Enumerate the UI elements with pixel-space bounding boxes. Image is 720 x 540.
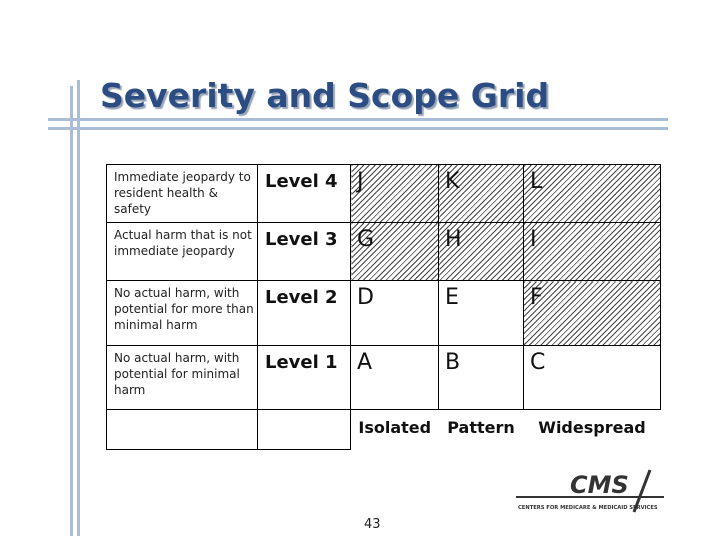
grid-row-level-1 — [107, 346, 661, 410]
grid-cell-c — [524, 346, 661, 410]
page-number: 43 — [364, 517, 381, 532]
grid-cell-g — [351, 223, 439, 281]
decor-horizontal-line-2 — [48, 127, 668, 130]
row-description: No actual harm, with potential for more than minimal harm — [107, 281, 258, 346]
cms-logo-subtext: CENTERS FOR MEDICARE & MEDICAID SERVICES — [518, 505, 658, 511]
grid-scope-header-row — [107, 410, 661, 450]
row-level-label: Level 4 — [258, 165, 351, 223]
cell-letter: G — [357, 227, 375, 252]
grid-cell-i — [524, 223, 661, 281]
grid-cell-b — [439, 346, 524, 410]
empty-cell — [258, 410, 351, 450]
grid-cell-k — [439, 165, 524, 223]
cms-logo-text: CMS — [570, 471, 629, 499]
scope-header-widespread: Widespread — [538, 418, 646, 437]
cell-letter: J — [357, 169, 364, 194]
grid-cell-e — [439, 281, 524, 346]
cms-logo — [514, 468, 674, 518]
scope-header-pattern: Pattern — [447, 418, 515, 437]
decor-vertical-line-2 — [77, 80, 80, 536]
grid-row-level-3 — [107, 223, 661, 281]
empty-cell — [107, 410, 258, 450]
cell-letter: B — [445, 350, 461, 375]
row-level-label: Level 2 — [258, 281, 351, 346]
decor-vertical-line-1 — [70, 86, 73, 536]
cell-letter: A — [357, 350, 373, 375]
slide-title: Severity and Scope Grid — [100, 76, 550, 115]
severity-scope-grid — [106, 164, 661, 450]
decor-horizontal-line-1 — [48, 118, 668, 121]
row-level-label: Level 3 — [258, 223, 351, 281]
cell-letter: I — [530, 227, 537, 252]
grid-cell-j — [351, 165, 439, 223]
cell-letter: D — [357, 285, 374, 310]
grid-row-level-2 — [107, 281, 661, 346]
grid-cell-a — [351, 346, 439, 410]
cell-letter: H — [445, 227, 462, 252]
grid-cell-l — [524, 165, 661, 223]
cell-letter: L — [530, 169, 543, 194]
grid-row-level-4 — [107, 165, 661, 223]
grid-cell-d — [351, 281, 439, 346]
cell-letter: F — [530, 285, 543, 310]
cell-letter: E — [445, 285, 459, 310]
scope-header-isolated: Isolated — [358, 418, 432, 437]
grid-cell-f — [524, 281, 661, 346]
row-description: Immediate jeopardy to resident health & safety — [107, 165, 258, 223]
row-level-label: Level 1 — [258, 346, 351, 410]
row-description: Actual harm that is not immediate jeopardy — [107, 223, 258, 281]
grid-cell-h — [439, 223, 524, 281]
cell-letter: C — [530, 350, 546, 375]
row-description: No actual harm, with potential for minimal harm — [107, 346, 258, 410]
cell-letter: K — [445, 169, 460, 194]
